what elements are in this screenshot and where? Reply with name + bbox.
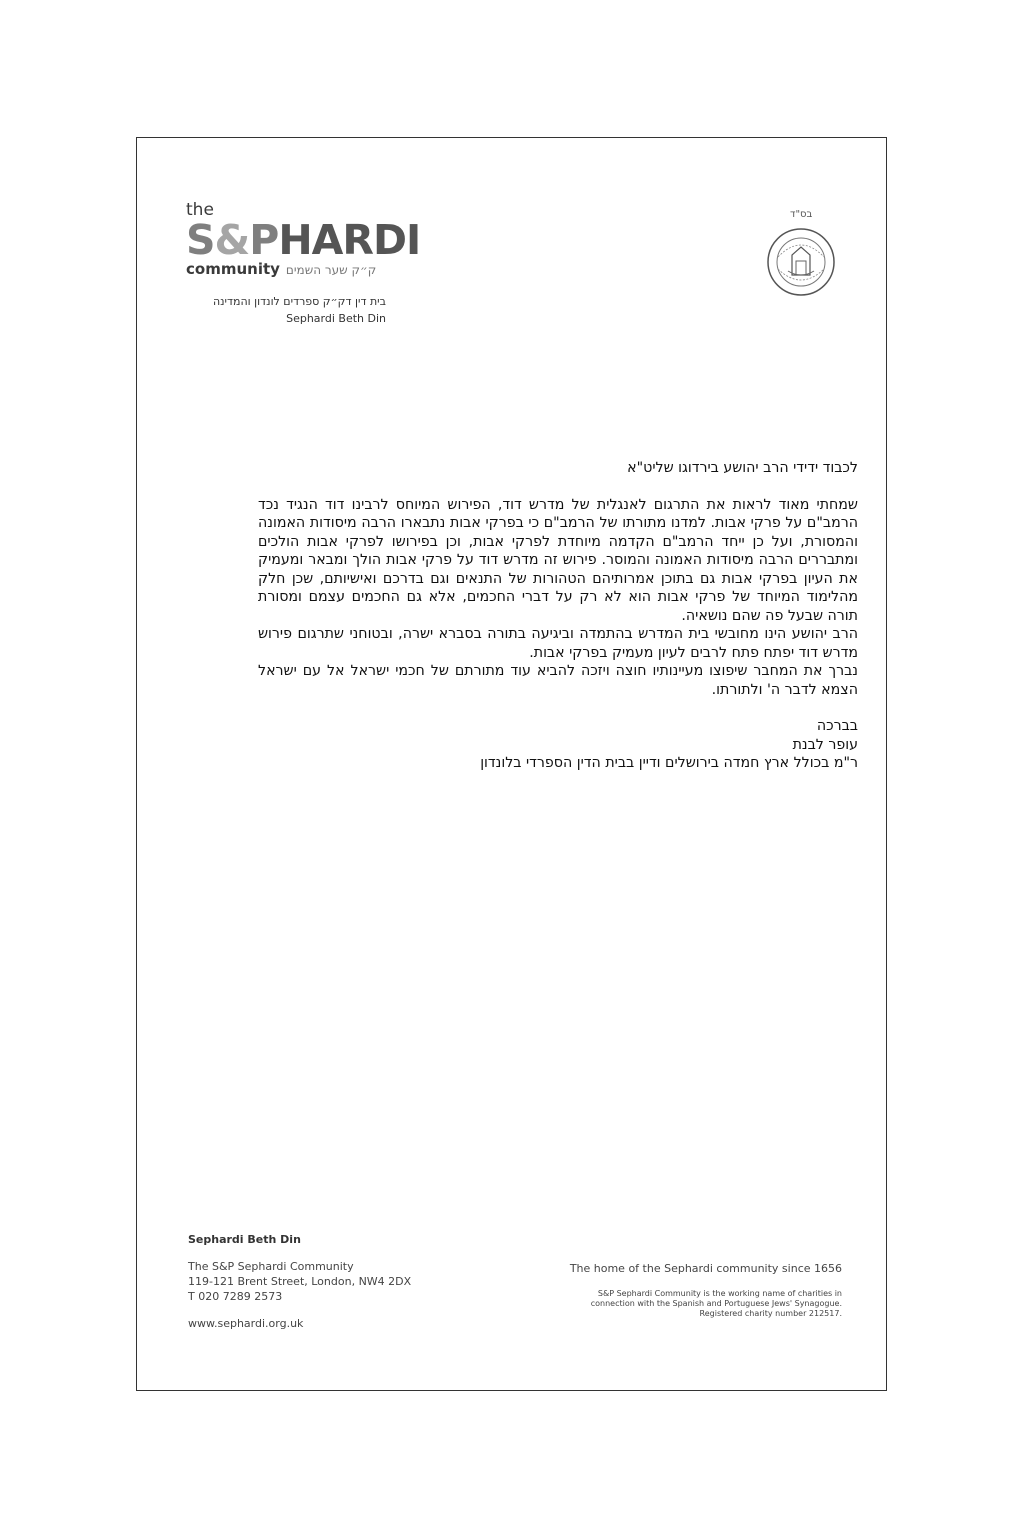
logo-hebrew-text: ק״ק שער השמים — [285, 263, 377, 277]
logo-ampersand: & — [214, 216, 250, 264]
footer-org-name: Sephardi Beth Din — [188, 1233, 301, 1246]
paragraph-1: שמחתי מאוד לראות את התרגום לאנגלית של מדרש דוד, הפירוש המיוחס לרבינו דוד הנגיד נכד הרמב"ם על פרקי אבות. למדנו מתורתו של הרמב"ם כי בפרקי אבות נתבארו הרבה מיסודות האמונה והמסורת, ועל כן ייחד הרמב"ם הקדמה מיוחדת לפרקי אבות, וכן בפירושו לפרקי אבות הולכים ומתבררים הרבה מיסודות האמונה והמוסר. פירוש זה מדרש דוד על פרקי אבות הולך ומבאר ומעמיק את העיון בפרקי אבות גם בתוכן אמרותיהם הטהורות של התנאים וגם בדרכם ואישיותם, שכן חלק מהלימוד המיוחד של פרקי אבות הוא לא רק על דברי החכמים, אלא גם החכמים עצמם ומסורת תורה שבעל פה שהם נושאיה. — [258, 496, 858, 624]
footer-tagline: The home of the Sephardi community since 1656 — [569, 1262, 842, 1275]
logo-the-text: the — [186, 200, 214, 220]
logo-wordmark — [186, 216, 421, 264]
beth-din-header — [213, 293, 386, 327]
closing: בברכה — [816, 718, 858, 734]
bsd-mark: בס"ד — [790, 209, 813, 220]
paragraph-2: הרב יהושע הינו מחובשי בית המדרש בהתמדה וביגיעה בתורה בסברא ישרה, ובטוחני שתרגום פירוש מדרש דוד יפתח פתח לרבים לעיון מעמיק בפרקי אבות. — [258, 626, 858, 661]
signer-title: ר"מ בכולל ארץ חמדה בירושלים ודיין בבית הדין הספרדי בלונדון — [480, 755, 858, 771]
letter-body — [258, 459, 858, 773]
beth-din-english: Sephardi Beth Din — [286, 312, 386, 325]
legal-line-3: Registered charity number 212517. — [699, 1309, 842, 1318]
salutation: לכבוד ידידי הרב יהושע בירדוגו שליט"א — [627, 460, 858, 476]
logo-community-text: community — [186, 260, 280, 278]
logo-p: P — [249, 216, 279, 264]
footer-community: The S&P Sephardi Community — [188, 1260, 354, 1273]
footer-address: 119-121 Brent Street, London, NW4 2DX — [188, 1275, 412, 1288]
sephardi-logo — [186, 200, 421, 278]
logo-hardi: HARDI — [278, 216, 421, 264]
logo-s: S — [186, 216, 215, 264]
footer-contact — [188, 1232, 411, 1331]
footer-website-link[interactable]: www.sephardi.org.uk — [188, 1317, 304, 1330]
beth-din-hebrew: בית דין דק״ק ספרדים לונדון והמדינה — [212, 295, 386, 308]
footer-legal-text — [570, 1289, 842, 1319]
footer-phone: T 020 7289 2573 — [188, 1290, 283, 1303]
logo-subline — [186, 260, 396, 278]
paragraph-3: נברך את המחבר שיפוצו מעיינותיו חוצה ויזכה להביא עוד מתורתם של חכמי ישראל אל עם ישראל הצמא לדבר ה' ולתורתו. — [258, 663, 858, 698]
legal-line-1: S&P Sephardi Community is the working name of charities in — [597, 1289, 842, 1298]
footer-legal — [570, 1262, 842, 1319]
signer-name: עופר לבנת — [792, 736, 858, 753]
legal-line-2: connection with the Spanish and Portuguese Jews' Synagogue. — [590, 1299, 842, 1308]
synagogue-seal-icon — [766, 227, 836, 297]
